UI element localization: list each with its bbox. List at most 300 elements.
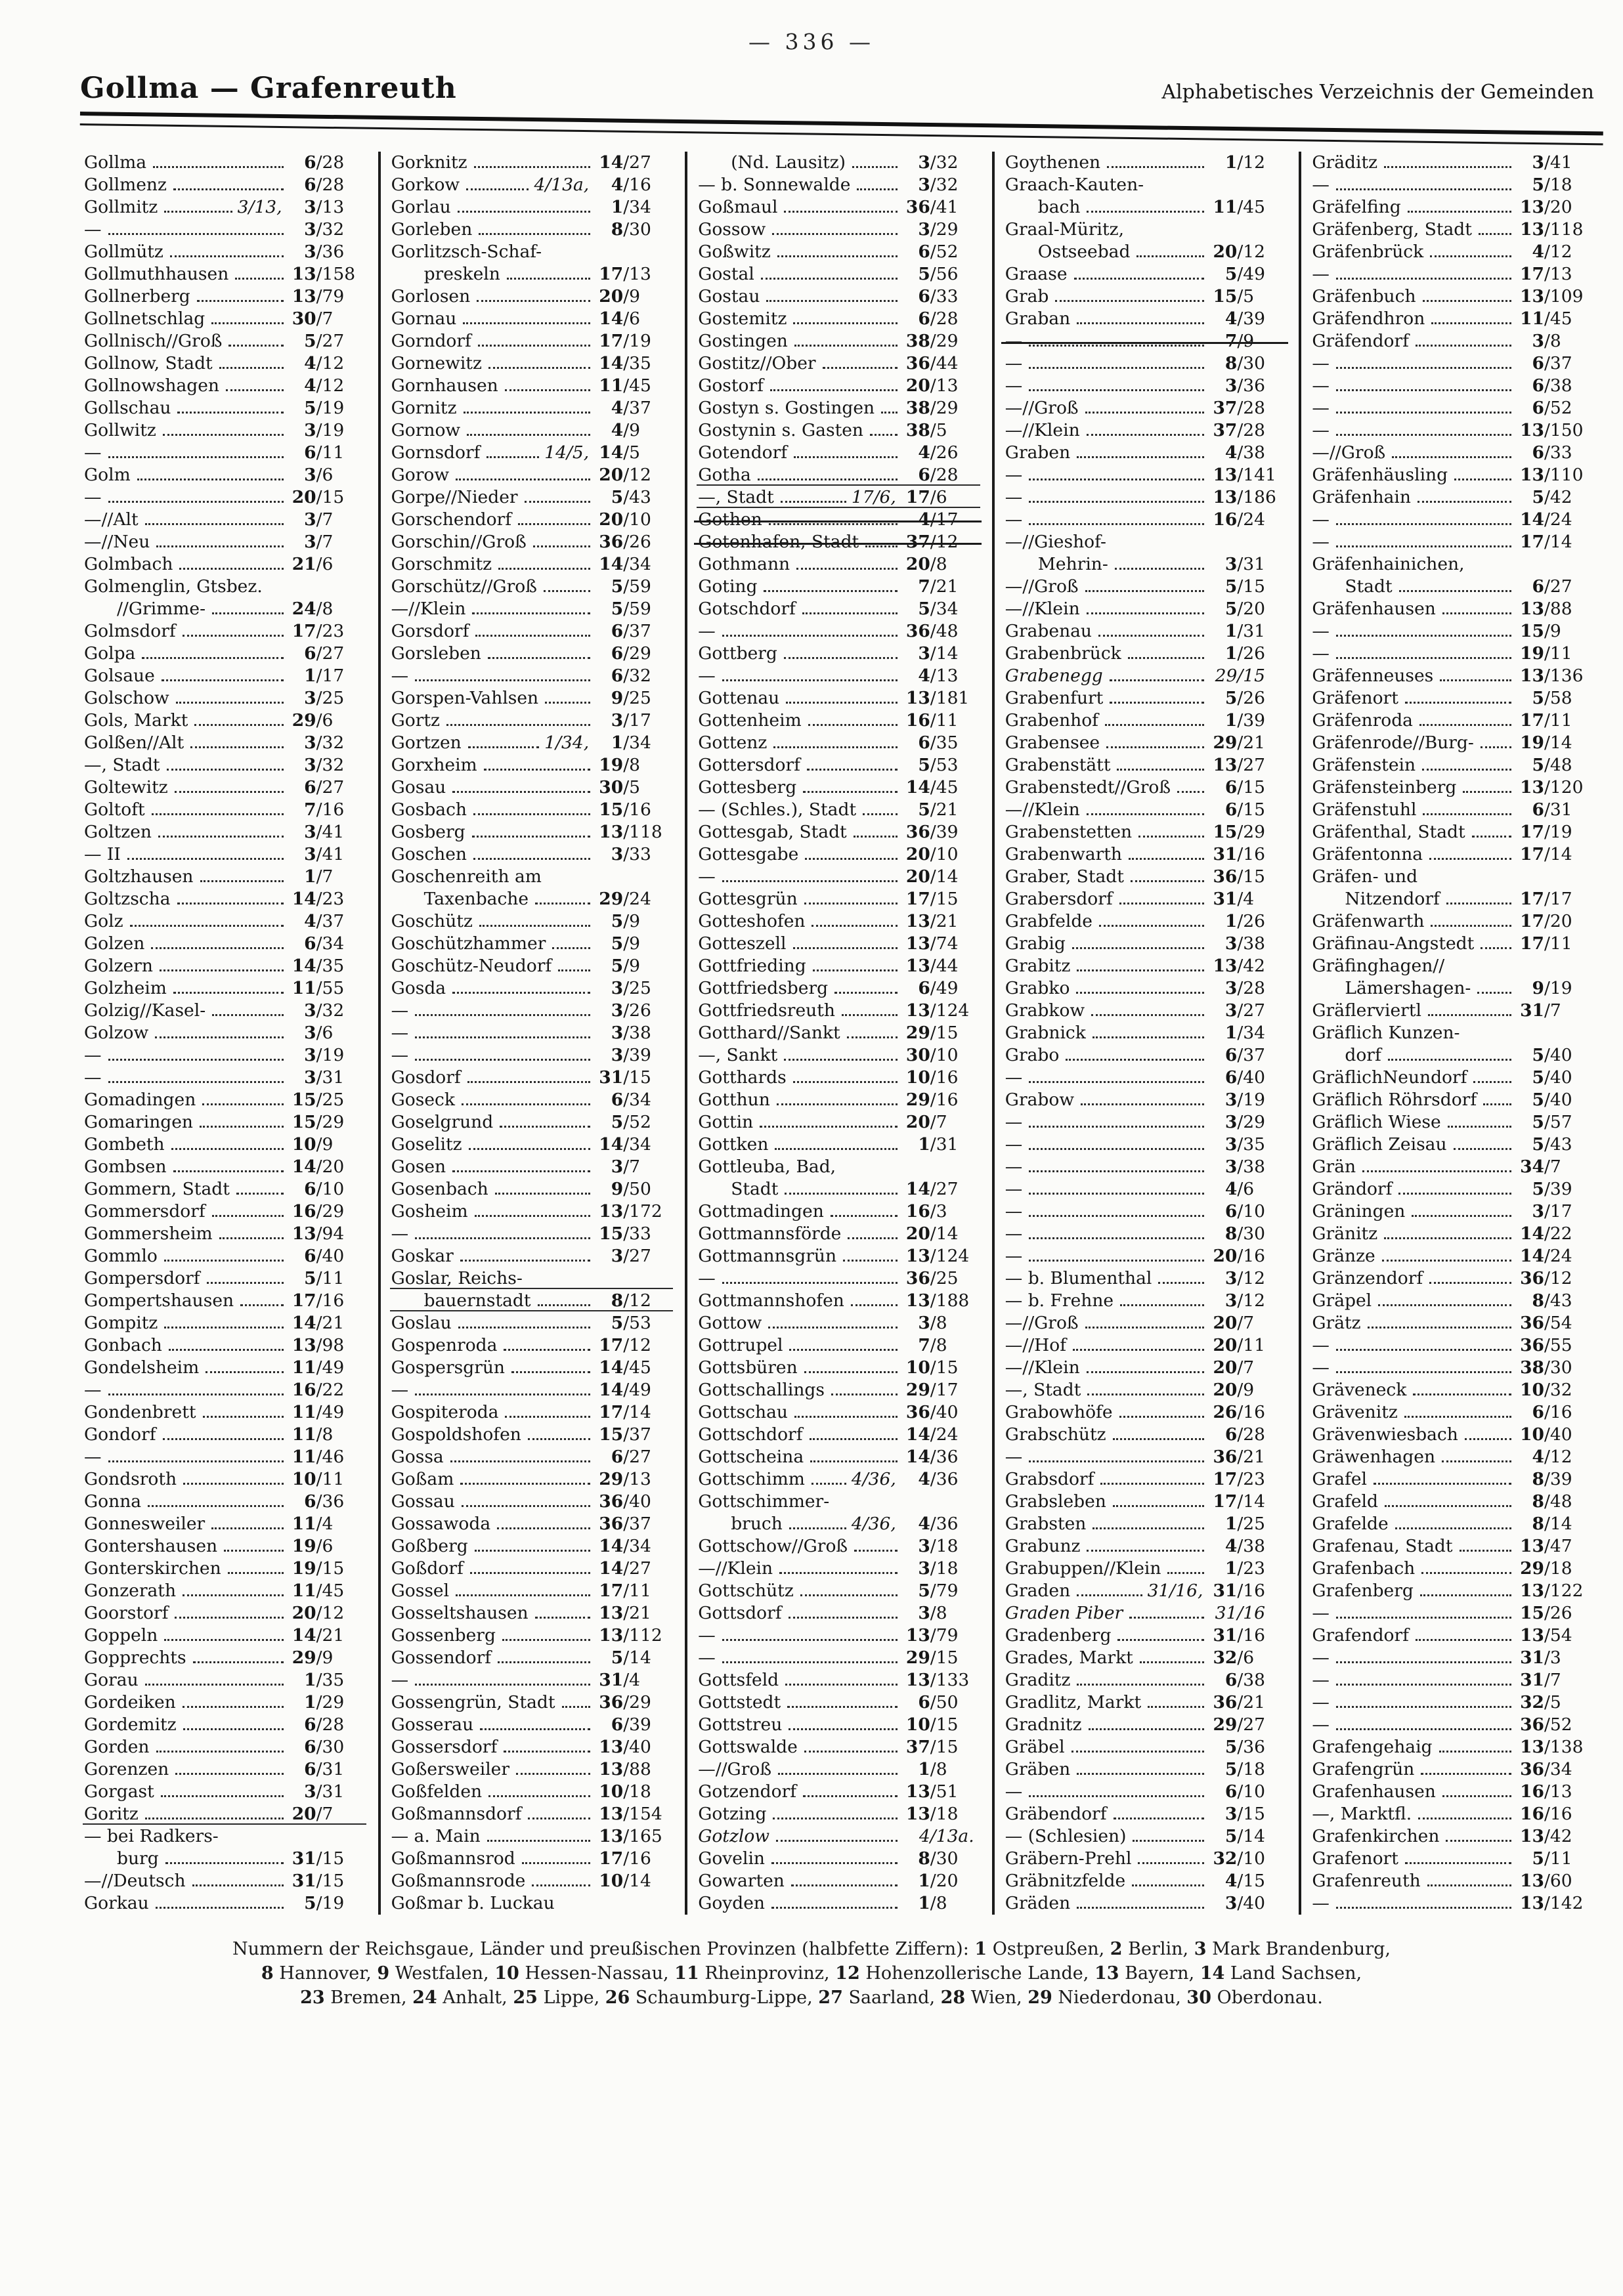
leader-dots (1085, 1327, 1205, 1329)
leader-dots (1131, 880, 1204, 882)
index-entry (698, 1245, 984, 1267)
place-name: — (1312, 264, 1330, 284)
gau-page-number: 6/30 (304, 1737, 345, 1757)
gau-page-number: 29/16 (905, 1090, 959, 1110)
index-entry (1005, 1334, 1291, 1357)
leader-dots (831, 1393, 898, 1395)
leader-dots (1421, 1572, 1511, 1574)
leader-dots (789, 1617, 898, 1619)
place-name: — (391, 1000, 409, 1021)
leader-dots (768, 1327, 898, 1329)
place-name: Gräwenhagen (1312, 1447, 1436, 1467)
leader-dots (1395, 1527, 1511, 1529)
gau-page-number: 6/37 (1532, 353, 1572, 373)
index-entry (1312, 174, 1598, 196)
index-entry (391, 1714, 678, 1736)
place-name: Gradenberg (1005, 1625, 1112, 1646)
gau-page-number: 1/20 (918, 1871, 959, 1891)
gau-page-number: 6/31 (304, 1759, 345, 1779)
leader-dots (1336, 389, 1511, 391)
gau-page-number: 3/38 (611, 1023, 651, 1043)
place-name: Gränze (1312, 1246, 1375, 1266)
index-entry (1005, 1111, 1291, 1134)
leader-dots (522, 1862, 591, 1864)
gau-page-number: 31/15 (599, 1067, 651, 1088)
leader-dots (162, 679, 284, 681)
index-entry (84, 821, 370, 843)
index-entry (84, 1134, 370, 1156)
gau-page-number: 29/27 (1213, 1714, 1266, 1735)
leader-dots (108, 501, 284, 503)
place-name: Gorxheim (391, 755, 477, 775)
index-entry (1005, 486, 1291, 509)
gau-page-number: 3/8 (918, 1603, 947, 1623)
leader-dots (1148, 1706, 1204, 1708)
place-name: Gottscheina (698, 1447, 804, 1467)
gau-page-number: 13/20 (1520, 197, 1572, 217)
place-name: Gräbendorf (1005, 1804, 1107, 1824)
leader-dots (1140, 1661, 1205, 1663)
gau-page-number: 37/12 (905, 532, 959, 552)
place-name: — (84, 1045, 102, 1065)
place-name: Gräfenort (1312, 688, 1398, 708)
leader-dots (1336, 278, 1511, 280)
index-entry (1312, 1111, 1598, 1134)
gau-page-number: 6/28 (1224, 1424, 1266, 1445)
index-entry (1312, 219, 1598, 241)
index-entry (1005, 732, 1291, 754)
index-entry (391, 1491, 678, 1513)
leader-dots (785, 1684, 898, 1686)
index-entry (1312, 1580, 1598, 1602)
index-entry (698, 464, 984, 486)
leader-dots (1085, 590, 1205, 592)
gau-page-number: 36/15 (1213, 866, 1266, 887)
gau-page-number: 3/19 (1224, 1090, 1266, 1110)
index-entry (1312, 1758, 1598, 1781)
index-entry (698, 397, 984, 419)
index-entry (1312, 1044, 1598, 1067)
leader-dots (1073, 1349, 1204, 1351)
gau-page-number: 36/34 (1520, 1759, 1572, 1779)
leader-dots (1384, 166, 1511, 168)
gau-page-number: 6/33 (1532, 442, 1572, 463)
leader-dots (810, 1438, 898, 1440)
place-name: Gräfenstuhl (1312, 799, 1417, 820)
index-entry (391, 888, 678, 910)
index-entry (698, 1334, 984, 1357)
place-name: Gräflerviertl (1312, 1000, 1421, 1021)
place-name: Gottschütz (698, 1581, 794, 1601)
leader-dots (1072, 947, 1205, 949)
leader-dots (722, 1639, 898, 1641)
footer-line: 8 Hannover, 9 Westfalen, 10 Hessen-Nassau, 11 Rheinprovinz, 12 Hohenzollerische Lande, 13 Bayern, 14 Land Sachsen, (261, 1963, 1362, 1984)
leader-dots (1029, 1148, 1204, 1150)
leader-dots (1077, 456, 1204, 458)
leader-dots (1074, 278, 1205, 280)
place-name: Gottschau (698, 1402, 788, 1422)
index-entry (698, 442, 984, 464)
gau-page-number: 17/11 (1520, 933, 1572, 954)
gau-page-number: 3/18 (918, 1536, 959, 1556)
leader-dots (786, 702, 898, 704)
index-column-2 (378, 152, 685, 1915)
index-entry (698, 1602, 984, 1625)
leader-dots (456, 478, 590, 480)
leader-dots (477, 300, 590, 302)
leader-dots (173, 188, 284, 190)
index-entry (1005, 1245, 1291, 1267)
place-name: Gondenbrett (84, 1402, 196, 1422)
index-entry (1312, 1089, 1598, 1111)
index-entry (1312, 1647, 1598, 1669)
place-name: Gottrupel (698, 1335, 783, 1355)
place-name: —//Klein (1005, 420, 1080, 440)
gau-page-number: 36/39 (905, 822, 959, 842)
gau-page-number: 31/4 (1213, 889, 1255, 909)
index-entry (698, 598, 984, 620)
index-entry (84, 1245, 370, 1267)
index-column-1 (74, 152, 378, 1915)
gau-page-number: 8/14 (1532, 1514, 1572, 1534)
place-name: Graden Piber (1005, 1603, 1123, 1623)
index-entry (391, 1245, 678, 1267)
leader-dots (212, 612, 284, 614)
place-name: bach (1037, 197, 1081, 217)
index-entry (84, 152, 370, 174)
leader-dots (1113, 1438, 1205, 1440)
gau-page-number: 17/19 (599, 331, 651, 351)
index-entry (1312, 598, 1598, 620)
leader-dots (1076, 992, 1204, 994)
leader-dots (1087, 612, 1205, 614)
place-name: —//Groß (698, 1759, 772, 1779)
index-entry (391, 843, 678, 866)
leader-dots (224, 1550, 284, 1552)
index-entry (698, 866, 984, 888)
place-name: — (1312, 621, 1330, 641)
place-name: Goßberg (391, 1536, 468, 1556)
gau-page-number: 4/12 (304, 375, 345, 396)
leader-dots (452, 1170, 590, 1172)
leader-dots (1442, 612, 1511, 614)
place-name: Grävenitz (1312, 1402, 1398, 1422)
index-entry (1005, 643, 1291, 665)
gau-page-number: 13/98 (292, 1335, 345, 1355)
place-name: Gottswalde (698, 1737, 798, 1757)
place-name: Golmbach (84, 554, 173, 574)
place-name: Gräfendorf (1312, 331, 1409, 351)
place-name: Gottmannsförde (698, 1223, 842, 1244)
index-entry (1312, 1245, 1598, 1267)
index-entry (391, 486, 678, 509)
leader-dots (466, 188, 529, 190)
place-name: Gräbnitzfelde (1005, 1871, 1126, 1891)
gau-page-number: 1/23 (1224, 1558, 1266, 1579)
gau-page-number: 17/23 (1213, 1469, 1266, 1489)
leader-dots (1460, 1550, 1511, 1552)
index-entry (1005, 620, 1291, 643)
place-name: Gostorf (698, 375, 764, 396)
leader-dots (1336, 1371, 1511, 1373)
index-entry (84, 419, 370, 442)
leader-dots (516, 1773, 590, 1775)
index-entry (391, 1825, 678, 1848)
leader-dots (158, 836, 284, 838)
gau-page-number: 13/133 (905, 1670, 970, 1690)
place-name: Goltewitz (84, 777, 168, 797)
leader-dots (793, 1081, 898, 1083)
index-entry (84, 1111, 370, 1134)
leader-dots (1336, 1684, 1511, 1686)
leader-dots (1481, 746, 1511, 748)
leader-dots (558, 969, 590, 971)
index-entry (698, 732, 984, 754)
gau-page-number: 36/21 (1213, 1692, 1266, 1712)
index-entry (1312, 1401, 1598, 1424)
index-entry (1312, 1178, 1598, 1201)
place-name: — (Schles.), Stadt (698, 799, 857, 820)
place-name: Grätz (1312, 1313, 1361, 1333)
index-entry (84, 509, 370, 531)
gau-page-number: 1/29 (304, 1692, 345, 1712)
place-name: —//Neu (84, 532, 150, 552)
place-name: Gompertshausen (84, 1290, 234, 1311)
place-name: Grabuppen//Klein (1005, 1558, 1161, 1579)
index-entry (1312, 1134, 1598, 1156)
gau-page-number: 3/32 (304, 733, 345, 753)
gau-page-number: 17/14 (599, 1402, 651, 1422)
gau-page-number: 4/16 (611, 175, 651, 195)
leader-dots (1081, 1103, 1204, 1105)
gau-page-number: 8/39 (1532, 1469, 1572, 1489)
leader-dots (452, 791, 590, 793)
place-name: Grabsleben (1005, 1491, 1106, 1512)
leader-dots (1117, 1639, 1204, 1641)
index-entry (1005, 1446, 1291, 1468)
leader-dots (498, 1661, 590, 1663)
place-name: Gondelsheim (84, 1357, 200, 1378)
gau-page-number: 11/49 (292, 1357, 345, 1378)
place-name: Gräfenhainichen, (1312, 554, 1465, 574)
leader-dots (773, 1818, 897, 1819)
leader-dots (787, 1706, 898, 1708)
leader-dots (108, 1460, 284, 1462)
place-name: Gollnerberg (84, 286, 190, 307)
gau-page-number: 3/39 (611, 1045, 651, 1065)
index-entry (391, 977, 678, 1000)
gau-page-number: 15/33 (599, 1223, 651, 1244)
index-entry (1005, 553, 1291, 576)
footer-line: 23 Bremen, 24 Anhalt, 25 Lippe, 26 Schaumburg-Lippe, 27 Saarland, 28 Wien, 29 Niederdonau, 30 Oberdonau. (300, 1988, 1323, 2008)
index-entry (391, 531, 678, 553)
index-entry (84, 1848, 370, 1870)
gau-page-number: 13/150 (1520, 420, 1584, 440)
leader-dots (415, 1014, 590, 1016)
leader-dots (1077, 1907, 1204, 1909)
place-name: Goltzen (84, 822, 152, 842)
index-entry (1312, 1602, 1598, 1625)
gau-page-number: 6/52 (918, 242, 959, 262)
gau-page-number: 30/5 (599, 777, 640, 797)
leader-dots (766, 300, 897, 302)
index-entry (1005, 1870, 1291, 1892)
place-name: Gompitz (84, 1313, 158, 1333)
gau-page-number: 11/45 (599, 375, 651, 396)
index-entry (698, 1580, 984, 1602)
index-entry (1005, 219, 1291, 241)
gau-page-number: 15/29 (292, 1112, 345, 1132)
gau-page-number: 37/28 (1213, 420, 1266, 440)
place-name: Gollma (84, 152, 147, 173)
index-entry (84, 754, 370, 776)
place-name: Mehrin- (1037, 554, 1108, 574)
leader-dots (219, 1237, 284, 1239)
place-name: Gradnitz (1005, 1714, 1082, 1735)
index-entry (1312, 754, 1598, 776)
index-entry (698, 1178, 984, 1201)
leader-dots (789, 1527, 846, 1529)
gau-page-number: 7/16 (304, 799, 345, 820)
place-name: —, Marktfl. (1312, 1804, 1412, 1824)
gau-page-number: 6/11 (304, 442, 345, 463)
place-name: Gradlitz, Markt (1005, 1692, 1142, 1712)
leader-dots (834, 992, 898, 994)
leader-dots (1167, 1572, 1204, 1574)
index-entry (1005, 1535, 1291, 1558)
gau-page-number: 13/54 (1520, 1625, 1572, 1646)
leader-dots (812, 1483, 846, 1485)
leader-dots (479, 233, 590, 235)
gau-page-number: 13/21 (599, 1603, 651, 1623)
place-name: Gräfenberg, Stadt (1312, 219, 1472, 240)
index-columns (74, 152, 1606, 1915)
gau-page-number: 13/21 (905, 911, 959, 931)
leader-dots (470, 1572, 590, 1574)
leader-dots (145, 1684, 284, 1686)
index-entry (1005, 1781, 1291, 1803)
gau-page-number: 6/34 (611, 1090, 651, 1110)
gau-page-number: 31/16 (1213, 1625, 1266, 1646)
index-entry (1312, 464, 1598, 486)
index-entry (84, 464, 370, 486)
place-name: Gorenzen (84, 1759, 169, 1779)
leader-dots (228, 345, 283, 347)
gau-page-number: 6/32 (611, 666, 651, 686)
gau-page-number: 6/39 (611, 1714, 651, 1735)
index-entry (1005, 821, 1291, 843)
leader-dots (487, 1840, 591, 1842)
leader-dots (170, 255, 284, 257)
gau-page-number: 26/16 (1213, 1402, 1266, 1422)
gau-page-number: 13/88 (599, 1759, 651, 1779)
gau-page-number: 29/15 (905, 1648, 959, 1668)
gau-page-number: 14/23 (292, 889, 345, 909)
index-entry (84, 1625, 370, 1647)
index-entry (698, 1201, 984, 1223)
leader-dots (183, 635, 284, 637)
gau-page-number: 4/15 (1224, 1871, 1266, 1891)
index-entry (84, 352, 370, 375)
leader-dots (1374, 1483, 1511, 1485)
gau-page-number: 4/38 (1224, 1536, 1266, 1556)
place-name: Gossow (698, 219, 766, 240)
place-name: Gotteshofen (698, 911, 806, 931)
place-name: Lämershagen- (1345, 978, 1471, 998)
place-name: Gornau (391, 308, 457, 329)
index-entry (698, 1134, 984, 1156)
footer-legend (162, 1937, 1461, 2010)
index-entry (391, 1781, 678, 1803)
leader-dots (1029, 1081, 1204, 1083)
index-entry (391, 1134, 678, 1156)
index-entry (1312, 1669, 1598, 1691)
leader-dots (1368, 1327, 1511, 1329)
place-name: — (1005, 1157, 1023, 1177)
index-entry (391, 1535, 678, 1558)
gau-page-number: 5/56 (918, 264, 959, 284)
gau-page-number: 36/55 (1520, 1335, 1572, 1355)
gau-page-number: 1/39 (1224, 710, 1266, 731)
index-entry (84, 1334, 370, 1357)
gau-page-number: 13/42 (1213, 956, 1266, 976)
place-name: Gossengrün, Stadt (391, 1692, 555, 1712)
leader-dots (769, 523, 898, 525)
place-name: Gottsbüren (698, 1357, 798, 1378)
leader-dots (164, 1639, 283, 1641)
place-name: Grafeld (1312, 1491, 1378, 1512)
place-name: Gollschau (84, 398, 171, 418)
index-entry (698, 196, 984, 219)
index-entry (1312, 620, 1598, 643)
place-name: — (698, 621, 716, 641)
leader-dots (1336, 367, 1511, 369)
place-name: Graase (1005, 264, 1068, 284)
gau-page-number: 36/48 (905, 621, 959, 641)
place-name: Gottschimmer- (698, 1491, 830, 1512)
leader-dots (415, 1237, 590, 1239)
leader-dots (1138, 836, 1204, 838)
gau-page-number: 9/50 (611, 1179, 651, 1199)
leader-dots (1077, 322, 1204, 324)
place-name: Gostynin s. Gasten (698, 420, 863, 440)
leader-dots (226, 389, 284, 391)
place-name: Gommersdorf (84, 1201, 206, 1222)
leader-dots (1404, 1416, 1511, 1418)
gau-page-number: 3/41 (304, 822, 345, 842)
place-name: Gossenberg (391, 1625, 496, 1646)
place-name: Goßersweiler (391, 1759, 510, 1779)
index-entry (698, 308, 984, 330)
leader-dots (505, 1416, 590, 1418)
index-entry (1312, 1848, 1598, 1870)
place-name: Gottenau (698, 688, 780, 708)
index-entry (84, 397, 370, 419)
index-entry (1312, 286, 1598, 308)
leader-dots (462, 1103, 590, 1105)
index-entry (1005, 1468, 1291, 1491)
gau-page-number: 13/40 (599, 1737, 651, 1757)
gau-page-number: 4/38 (1224, 442, 1266, 463)
leader-dots (415, 1684, 590, 1686)
gau-page-number: 13/18 (905, 1804, 959, 1824)
gau-page-number: 3/29 (918, 219, 959, 240)
index-entry (391, 442, 678, 464)
index-entry (1312, 1870, 1598, 1892)
place-name: Golzern (84, 956, 153, 976)
index-entry (391, 1178, 678, 1201)
gau-page-number: 16/13 (1520, 1781, 1572, 1802)
